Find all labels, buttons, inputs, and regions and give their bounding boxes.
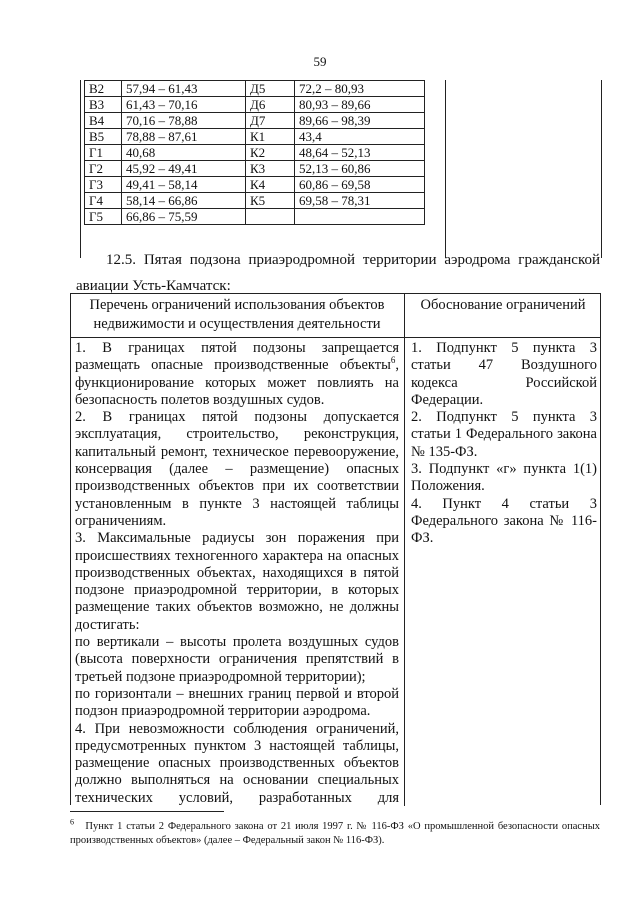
distance-range-cell: 45,92 – 49,41 xyxy=(122,161,246,177)
justification-list xyxy=(411,340,597,548)
table-row xyxy=(85,97,425,113)
point-id-cell: Д7 xyxy=(246,113,295,129)
point-id-cell: Г1 xyxy=(85,145,122,161)
point-id-cell: В4 xyxy=(85,113,122,129)
distance-range-cell: 78,88 – 87,61 xyxy=(122,129,246,145)
point-id-cell: В2 xyxy=(85,81,122,97)
distance-range-cell: 60,86 – 69,58 xyxy=(295,177,425,193)
table-row xyxy=(85,113,425,129)
point-id-cell: К4 xyxy=(246,177,295,193)
point-id-cell: Г5 xyxy=(85,209,122,225)
page-number: 59 xyxy=(313,54,327,69)
restrictions-list xyxy=(75,340,399,806)
point-id-cell: К1 xyxy=(246,129,295,145)
distance-range-cell: 61,43 – 70,16 xyxy=(122,97,246,113)
justification-1: 1. Подпункт 5 пункта 3 статьи 47 Воздушного кодекса Российской Федерации. xyxy=(411,340,597,408)
distance-range-cell: 72,2 – 80,93 xyxy=(295,81,425,97)
header-justification: Обоснование ограничений xyxy=(420,297,586,313)
restriction-4: 4. При невозможности соблюдения ограничений, предусмотренных пунктом 3 настоящей таблицы, размещение опасных производственных объектов должно выполняться на основании специальных технических условий, разработанных для xyxy=(75,720,399,806)
point-id-cell: В5 xyxy=(85,129,122,145)
distance-range-cell: 57,94 – 61,43 xyxy=(122,81,246,97)
justification-3: 3. Подпункт «г» пункта 1(1) Положения. xyxy=(411,461,597,495)
section-heading-line1: 12.5. Пятая подзона приаэродромной территории аэродрома гражданской xyxy=(106,252,600,268)
point-id-cell: К2 xyxy=(246,145,295,161)
coordinates-table-divider xyxy=(445,80,446,258)
distance-range-cell: 52,13 – 60,86 xyxy=(295,161,425,177)
distance-range-cell: 69,58 – 78,31 xyxy=(295,193,425,209)
justification-4: 4. Пункт 4 статьи 3 Федерального закона № 116-ФЗ. xyxy=(411,495,597,547)
restrictions-table xyxy=(70,293,601,805)
restriction-3-horizontal: по горизонтали – внешних границ первой и второй подзон приаэродромной территории аэродрома. xyxy=(75,685,399,720)
point-id-cell: Д5 xyxy=(246,81,295,97)
table-row xyxy=(85,129,425,145)
footnote xyxy=(70,817,601,848)
footnote-text: Пункт 1 статьи 2 Федерального закона от 21 июля 1997 г. № 116-ФЗ «О промышленной безопасности опасных производственных объектов» (далее – Федеральный закон № 116-ФЗ). xyxy=(70,821,601,846)
distance-range-cell: 58,14 – 66,86 xyxy=(122,193,246,209)
section-intro xyxy=(76,247,600,299)
footnote-separator xyxy=(70,811,224,812)
header-restrictions: Перечень ограничений использования объектов недвижимости и осуществления деятельности xyxy=(89,297,385,332)
restriction-3-vertical: по вертикали – высоты пролета воздушных судов (высота поверхности ограничения препятствий в третьей подзоне приаэродромной территории); xyxy=(75,634,399,685)
coordinates-table xyxy=(84,80,425,225)
table-row xyxy=(85,177,425,193)
distance-range-cell: 49,41 – 58,14 xyxy=(122,177,246,193)
point-id-cell: Г4 xyxy=(85,193,122,209)
table-row xyxy=(85,209,425,225)
distance-range-cell: 80,93 – 89,66 xyxy=(295,97,425,113)
point-id-cell: Г3 xyxy=(85,177,122,193)
point-id-cell: В3 xyxy=(85,97,122,113)
distance-range-cell: 89,66 – 98,39 xyxy=(295,113,425,129)
distance-range-cell: 40,68 xyxy=(122,145,246,161)
justification-2: 2. Подпункт 5 пункта 3 статьи 1 Федерального закона № 135-ФЗ. xyxy=(411,409,597,460)
section-heading-line2: авиации Усть-Камчатск: xyxy=(76,278,231,294)
distance-range-cell xyxy=(295,209,425,225)
table-row xyxy=(85,145,425,161)
table-row xyxy=(85,81,425,97)
restriction-3: 3. Максимальные радиусы зон поражения при происшествиях техногенного характера на опасных производственных объектах, находящихся в пятой подзоне приаэродромной территории, в которых размещение таких объектов возможно, не должны достигать: xyxy=(75,530,399,633)
point-id-cell: Г2 xyxy=(85,161,122,177)
header-divider xyxy=(71,337,600,338)
coordinates-table-frame xyxy=(80,80,602,258)
footnote-mark: 6 xyxy=(70,817,74,827)
point-id-cell: Д6 xyxy=(246,97,295,113)
table-row xyxy=(85,193,425,209)
distance-range-cell: 66,86 – 75,59 xyxy=(122,209,246,225)
restriction-1 xyxy=(75,340,399,409)
table-row xyxy=(85,161,425,177)
restriction-2: 2. В границах пятой подзоны допускается эксплуатация, строительство, реконструкция, капитальный ремонт, техническое перевооружение, консервация (далее – размещение) опасных производственных объектов при их соответствии установленным в пункте 3 настоящей таблицы ограничениям. xyxy=(75,409,399,529)
restriction-1-rest: , функционирование которых может повлиять на безопасность полетов воздушных судов. xyxy=(75,357,399,408)
column-divider xyxy=(404,294,405,806)
point-id-cell xyxy=(246,209,295,225)
distance-range-cell: 70,16 – 78,88 xyxy=(122,113,246,129)
footnote-ref: 6 xyxy=(390,355,396,366)
distance-range-cell: 48,64 – 52,13 xyxy=(295,145,425,161)
point-id-cell: К5 xyxy=(246,193,295,209)
restriction-1-text: 1. В границах пятой подзоны запрещается размещать опасные производственные объекты xyxy=(75,340,399,374)
point-id-cell: К3 xyxy=(246,161,295,177)
distance-range-cell: 43,4 xyxy=(295,129,425,145)
